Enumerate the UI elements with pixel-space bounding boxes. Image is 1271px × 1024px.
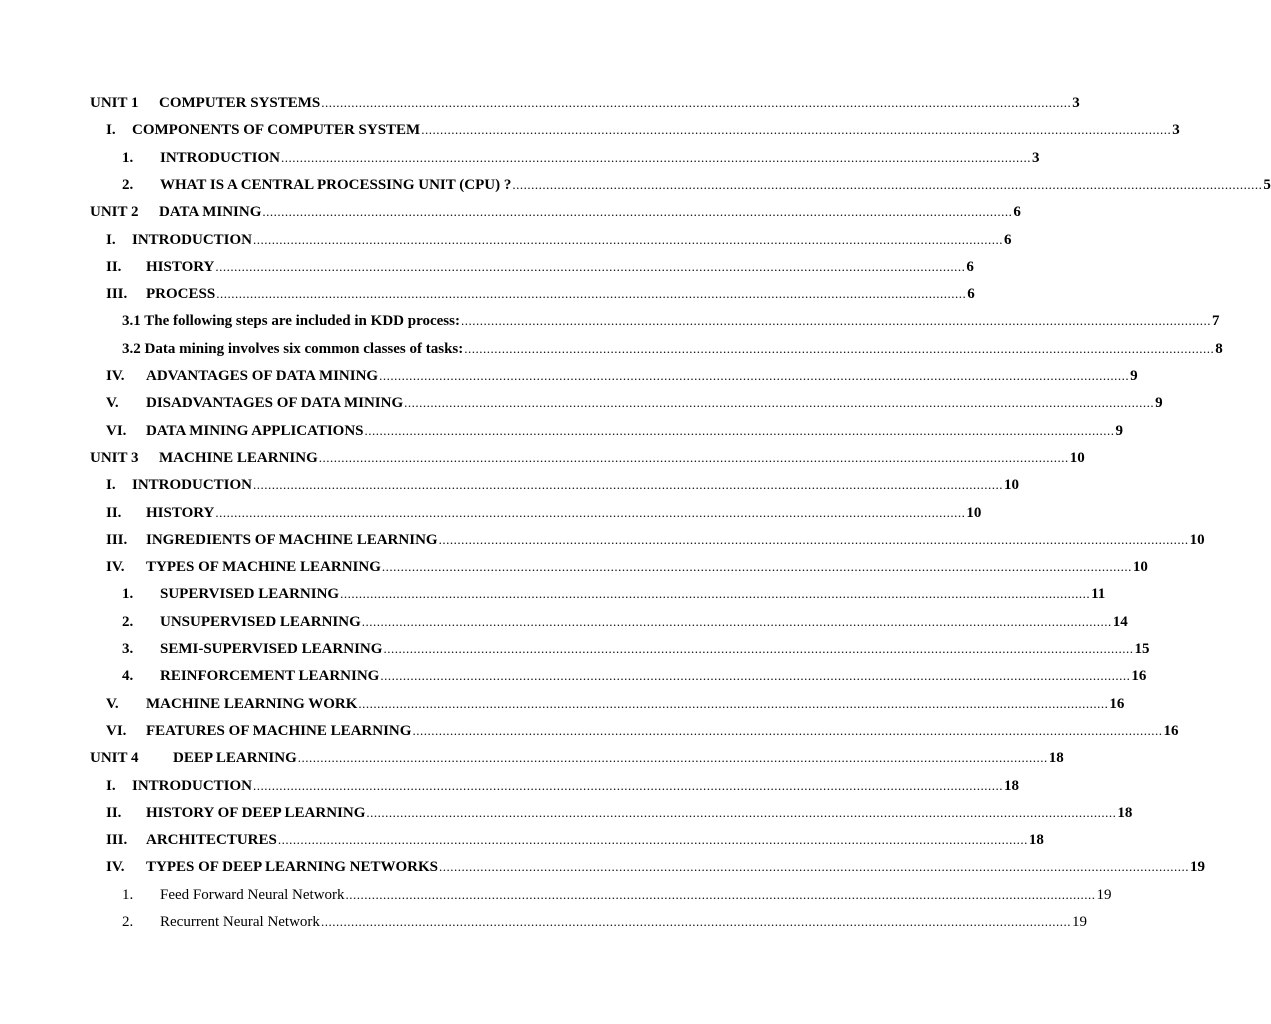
toc-entry-page-number: 19	[1190, 859, 1205, 875]
toc-entry[interactable]	[106, 417, 1124, 444]
toc-entry-number: IV.	[106, 859, 125, 875]
dot-leader: ........................................................................................................................................................................................................	[318, 450, 1069, 465]
toc-entry-page-number: 9	[1130, 368, 1138, 384]
toc-entry-page-number: 15	[1134, 641, 1150, 657]
dot-leader: ........................................................................................................................................................................................................	[297, 750, 1048, 765]
toc-entry-number: 4.	[122, 668, 134, 684]
toc-entry-title: INTRODUCTION	[160, 150, 281, 166]
toc-entry-title: HISTORY OF DEEP LEARNING	[146, 805, 366, 821]
toc-entry[interactable]	[90, 198, 1021, 225]
toc-entry-page-number: 6	[967, 286, 975, 302]
dot-leader: ........................................................................................................................................................................................................	[380, 668, 1131, 683]
toc-entry-page-number: 19	[1096, 887, 1112, 903]
toc-entry-page-number: 16	[1109, 696, 1125, 712]
dot-leader: ........................................................................................................................................................................................................	[381, 559, 1132, 574]
dot-leader: ........................................................................................................................................................................................................	[421, 122, 1172, 137]
dot-leader: ........................................................................................................................................................................................................	[361, 614, 1112, 629]
toc-entry[interactable]	[90, 444, 1085, 471]
toc-entry[interactable]	[106, 799, 1133, 826]
toc-entry-number: I.	[106, 778, 116, 794]
toc-entry-title: INTRODUCTION	[132, 477, 253, 493]
toc-entry-title: Recurrent Neural Network	[160, 914, 320, 930]
dot-leader: ........................................................................................................................................................................................................	[321, 95, 1072, 110]
toc-entry-number: V.	[106, 395, 119, 411]
toc-entry-page-number: 8	[1215, 341, 1223, 357]
toc-entry-number: 2.	[122, 914, 134, 930]
toc-entry[interactable]	[122, 908, 1087, 935]
toc-entry-page-number: 16	[1131, 668, 1147, 684]
toc-entry-page-number: 10	[966, 505, 982, 521]
toc-entry-page-number: 18	[1004, 778, 1020, 794]
dot-leader: ........................................................................................................................................................................................................	[358, 696, 1109, 711]
toc-entry-title: DISADVANTAGES OF DATA MINING	[146, 395, 404, 411]
toc-entry-page-number: 9	[1155, 395, 1163, 411]
toc-entry-title: WHAT IS A CENTRAL PROCESSING UNIT (CPU) ?	[160, 177, 512, 193]
toc-entry-title: SEMI-SUPERVISED LEARNING	[160, 641, 383, 657]
toc-entry-title: HISTORY	[146, 259, 215, 275]
toc-entry-title: HISTORY	[146, 505, 215, 521]
toc-entry-title: TYPES OF DEEP LEARNING NETWORKS	[146, 859, 438, 875]
dot-leader: ........................................................................................................................................................................................................	[262, 204, 1013, 219]
toc-entry-page-number: 7	[1211, 313, 1220, 329]
toc-entry-number: I.	[106, 232, 116, 248]
dot-leader: ........................................................................................................................................................................................................	[383, 641, 1134, 656]
toc-entry-title: Feed Forward Neural Network	[160, 887, 345, 903]
dot-leader: ........................................................................................................................................................................................................	[320, 914, 1071, 929]
toc-entry-number: IV.	[106, 368, 125, 384]
toc-entry-page-number: 10	[1004, 477, 1020, 493]
toc-entry-number: UNIT 3	[90, 450, 139, 466]
toc-entry-title: SUPERVISED LEARNING	[160, 586, 340, 602]
toc-entry-title: DATA MINING	[159, 204, 262, 220]
toc-entry-number: UNIT 2	[90, 204, 139, 220]
toc-entry[interactable]	[90, 89, 1080, 116]
toc-entry-number: III.	[106, 832, 128, 848]
toc-entry[interactable]	[106, 553, 1148, 580]
toc-entry[interactable]	[106, 826, 1044, 853]
dot-leader: ........................................................................................................................................................................................................	[253, 778, 1004, 793]
toc-entry-title: MACHINE LEARNING WORK	[146, 696, 358, 712]
toc-entry-number: 1.	[122, 150, 134, 166]
toc-entry-page-number: 11	[1091, 586, 1106, 602]
toc-entry-page-number: 6	[966, 259, 974, 275]
toc-entry[interactable]	[122, 171, 1271, 198]
dot-leader: ........................................................................................................................................................................................................	[379, 368, 1130, 383]
toc-entry[interactable]	[106, 280, 975, 307]
toc-entry-page-number: 10	[1069, 450, 1085, 466]
toc-entry-number: I.	[106, 122, 116, 138]
toc-entry-page-number: 3	[1032, 150, 1040, 166]
toc-entry-number: II.	[106, 505, 122, 521]
toc-entry-number: II.	[106, 259, 122, 275]
toc-entry-page-number: 6	[1004, 232, 1012, 248]
toc-entry-title: 3.1 The following steps are included in KDD process:	[122, 313, 460, 329]
toc-entry-title: ARCHITECTURES	[146, 832, 277, 848]
dot-leader: ........................................................................................................................................................................................................	[460, 313, 1211, 328]
toc-entry[interactable]	[106, 253, 974, 280]
dot-leader: ........................................................................................................................................................................................................	[439, 859, 1189, 874]
dot-leader: ........................................................................................................................................................................................................	[366, 805, 1117, 820]
toc-entry-number: III.	[106, 286, 128, 302]
toc-entry-number: III.	[106, 532, 128, 548]
dot-leader: ........................................................................................................................................................................................................	[216, 286, 967, 301]
toc-entry-title: TYPES OF MACHINE LEARNING	[146, 559, 381, 575]
toc-entry-page-number: 5	[1263, 177, 1271, 193]
toc-entry-page-number: 9	[1115, 423, 1124, 439]
toc-entry[interactable]	[106, 499, 982, 526]
toc-entry[interactable]	[122, 881, 1112, 908]
toc-entry-title: 3.2 Data mining involves six common classes of tasks:	[122, 341, 464, 357]
toc-entry-page-number: 3	[1072, 95, 1080, 111]
toc-entry-title: DEEP LEARNING	[173, 750, 297, 766]
toc-entry[interactable]	[106, 471, 1020, 498]
dot-leader: ........................................................................................................................................................................................................	[364, 423, 1115, 438]
dot-leader: ........................................................................................................................................................................................................	[215, 505, 966, 520]
toc-entry-page-number: 14	[1112, 614, 1128, 630]
toc-entry[interactable]	[106, 226, 1012, 253]
toc-entry-page-number: 19	[1071, 914, 1087, 930]
toc-entry-number: UNIT 1	[90, 95, 139, 111]
toc-entry-title: DATA MINING APPLICATIONS	[146, 423, 364, 439]
toc-entry[interactable]	[106, 690, 1125, 717]
toc-entry[interactable]	[122, 144, 1040, 171]
toc-entry[interactable]	[122, 335, 1223, 362]
dot-leader: ........................................................................................................................................................................................................	[345, 887, 1096, 902]
toc-entry-number: V.	[106, 696, 119, 712]
toc-entry-page-number: 18	[1028, 832, 1044, 848]
toc-entry-page-number: 18	[1048, 750, 1064, 766]
toc-entry[interactable]	[106, 362, 1138, 389]
dot-leader: ........................................................................................................................................................................................................	[277, 832, 1028, 847]
toc-entry-number: 1.	[122, 887, 134, 903]
toc-entry[interactable]	[106, 853, 1205, 880]
toc-entry-title: INTRODUCTION	[132, 778, 253, 794]
toc-entry-page-number: 10	[1189, 532, 1205, 548]
toc-entry[interactable]	[122, 580, 1106, 607]
toc-entry-title: UNSUPERVISED LEARNING	[160, 614, 361, 630]
toc-entry-number: II.	[106, 805, 122, 821]
dot-leader: ........................................................................................................................................................................................................	[340, 586, 1091, 601]
toc-entry-page-number: 6	[1013, 204, 1021, 220]
toc-entry-page-number: 16	[1163, 723, 1179, 739]
toc-entry-number: VI.	[106, 423, 127, 439]
toc-entry-title: INGREDIENTS OF MACHINE LEARNING	[146, 532, 438, 548]
toc-entry-number: UNIT 4	[90, 750, 139, 766]
toc-entry-title: PROCESS	[146, 286, 216, 302]
toc-entry-page-number: 18	[1117, 805, 1133, 821]
dot-leader: ........................................................................................................................................................................................................	[281, 150, 1032, 165]
toc-entry[interactable]	[122, 307, 1220, 334]
toc-entry-title: MACHINE LEARNING	[159, 450, 318, 466]
dot-leader: ........................................................................................................................................................................................................	[404, 395, 1155, 410]
toc-entry-number: I.	[106, 477, 116, 493]
toc-entry-number: VI.	[106, 723, 127, 739]
toc-entry-number: 2.	[122, 177, 134, 193]
toc-entry[interactable]	[106, 116, 1180, 143]
toc-entry-title: INTRODUCTION	[132, 232, 253, 248]
toc-entry-number: 2.	[122, 614, 134, 630]
toc-entry[interactable]	[106, 772, 1020, 799]
toc-entry-number: 3.	[122, 641, 134, 657]
dot-leader: ........................................................................................................................................................................................................	[512, 177, 1263, 192]
toc-entry-number: 1.	[122, 586, 134, 602]
dot-leader: ........................................................................................................................................................................................................	[438, 532, 1189, 547]
toc-entry[interactable]	[106, 717, 1179, 744]
toc-entry-page-number: 3	[1172, 122, 1180, 138]
toc-entry-title: COMPUTER SYSTEMS	[159, 95, 321, 111]
dot-leader: ........................................................................................................................................................................................................	[253, 477, 1004, 492]
toc-entry[interactable]	[106, 389, 1163, 416]
dot-leader: ........................................................................................................................................................................................................	[464, 341, 1215, 356]
toc-entry-number: IV.	[106, 559, 125, 575]
toc-entry-page-number: 10	[1132, 559, 1148, 575]
toc-entry[interactable]	[122, 662, 1147, 689]
toc-entry-title: REINFORCEMENT LEARNING	[160, 668, 380, 684]
toc-entry[interactable]	[106, 526, 1205, 553]
toc-entry-title: COMPONENTS OF COMPUTER SYSTEM	[132, 122, 421, 138]
dot-leader: ........................................................................................................................................................................................................	[215, 259, 966, 274]
toc-entry[interactable]	[90, 744, 1064, 771]
toc-entry[interactable]	[122, 635, 1150, 662]
toc-entry-title: ADVANTAGES OF DATA MINING	[146, 368, 379, 384]
toc-entry[interactable]	[122, 608, 1128, 635]
dot-leader: ........................................................................................................................................................................................................	[412, 723, 1163, 738]
toc-entry-title: FEATURES OF MACHINE LEARNING	[146, 723, 412, 739]
dot-leader: ........................................................................................................................................................................................................	[253, 232, 1004, 247]
